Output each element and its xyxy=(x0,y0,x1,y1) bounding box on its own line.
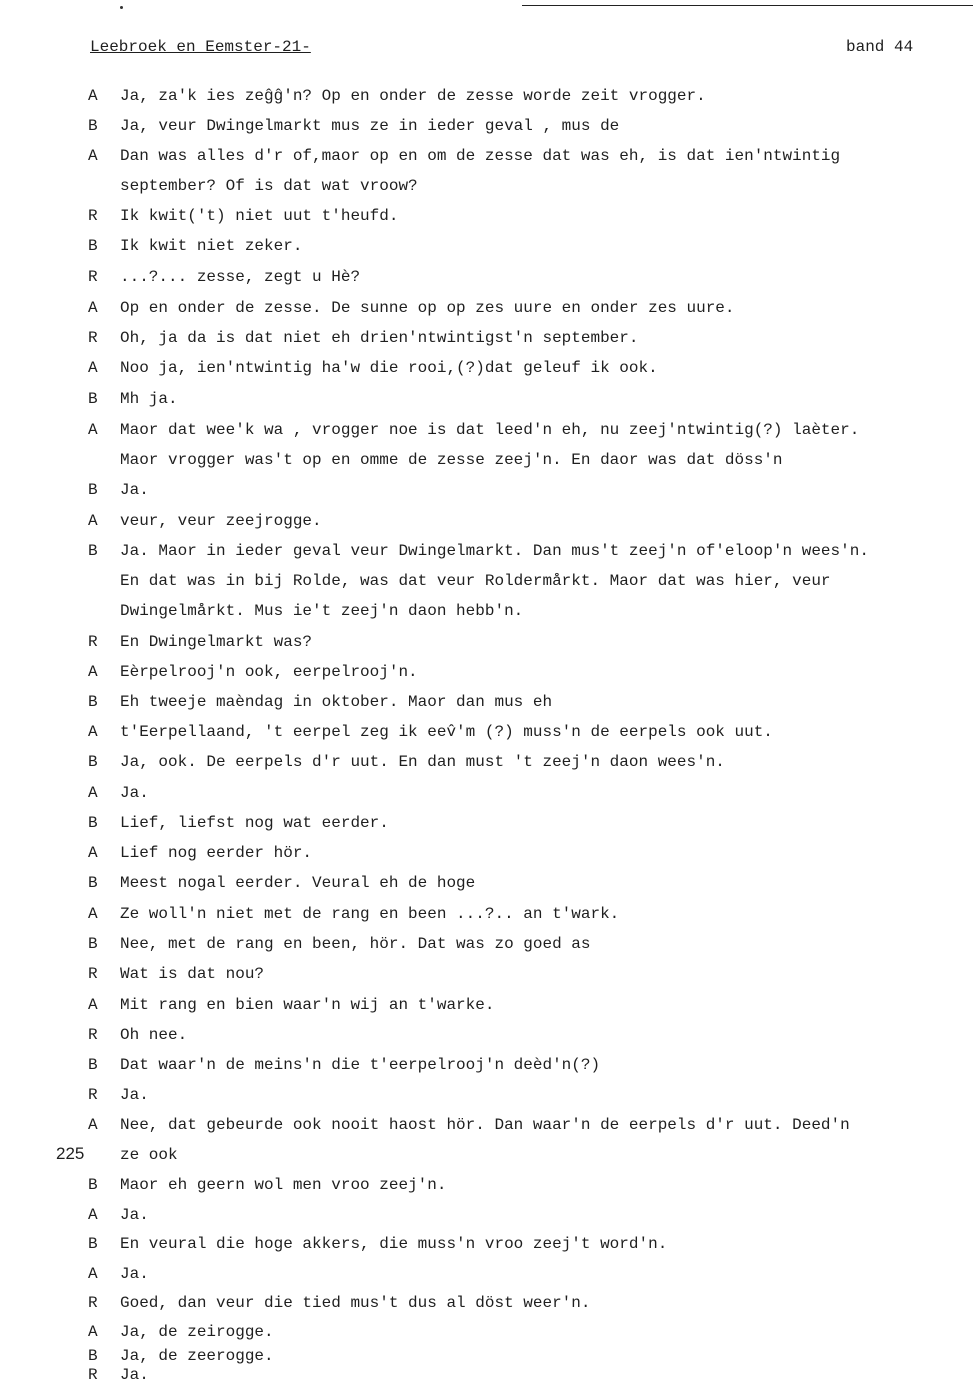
utterance-text: Meest nogal eerder. Veural eh de hoge xyxy=(120,874,476,892)
transcript-line xyxy=(0,783,973,803)
utterance-text: Noo ja, ien'ntwintig ha'w die rooi,(?)dat geleuf ik ook. xyxy=(120,359,658,377)
transcript-line xyxy=(0,813,973,833)
transcript-line xyxy=(0,934,973,954)
speaker-label: B xyxy=(88,117,98,135)
utterance-text: Ja. xyxy=(120,1366,149,1384)
utterance-text: Nee, met de rang en been, hör. Dat was zo goed as xyxy=(120,935,591,953)
utterance-text: Ja. xyxy=(120,481,149,499)
speaker-label: A xyxy=(88,299,98,317)
utterance-text: Ja, za'k ies zeĝĝ'n? Op en onder de zesse worde zeit vrogger. xyxy=(120,87,706,105)
speaker-label: B xyxy=(88,390,98,408)
page-header-title: Leebroek en Eemster-21- xyxy=(90,38,311,56)
utterance-text: Mh ja. xyxy=(120,390,178,408)
transcript-line xyxy=(0,1175,973,1195)
transcript-line xyxy=(0,1264,973,1284)
utterance-text: Oh, ja da is dat niet eh drien'ntwintigst'n september. xyxy=(120,329,639,347)
transcript-line xyxy=(0,1346,973,1366)
transcript-line xyxy=(0,1322,973,1342)
speaker-label: A xyxy=(88,663,98,681)
utterance-text: ...?... zesse, zegt u Hè? xyxy=(120,268,361,286)
transcript-line xyxy=(0,450,973,470)
transcript-line xyxy=(0,389,973,409)
transcript-line xyxy=(0,995,973,1015)
utterance-text: Lief, liefst nog wat eerder. xyxy=(120,814,389,832)
utterance-text: Wat is dat nou? xyxy=(120,965,265,983)
speaker-label: A xyxy=(88,996,98,1014)
utterance-text: veur, veur zeejrogge. xyxy=(120,512,322,530)
utterance-text: Oh nee. xyxy=(120,1026,188,1044)
transcript-line xyxy=(0,571,973,591)
speaker-label: R xyxy=(88,1366,98,1384)
utterance-text: t'Eerpellaand, 't eerpel zeg ik eev̂'m (?) muss'n de eerpels ook uut. xyxy=(120,723,773,741)
speaker-label: A xyxy=(88,844,98,862)
utterance-text: Ze woll'n niet met de rang en been ...?.. an t'wark. xyxy=(120,905,620,923)
utterance-text: Ja. xyxy=(120,1206,149,1224)
speaker-label: A xyxy=(88,1323,98,1341)
speaker-label: R xyxy=(88,1086,98,1104)
speaker-label: B xyxy=(88,237,98,255)
transcript-line xyxy=(0,420,973,440)
transcript-line xyxy=(0,358,973,378)
speaker-label: R xyxy=(88,268,98,286)
transcript-line xyxy=(0,1055,973,1075)
speaker-label: B xyxy=(88,814,98,832)
transcript-line xyxy=(0,480,973,500)
speaker-label: B xyxy=(88,693,98,711)
utterance-text: Ja, veur Dwingelmarkt mus ze in ieder geval , mus de xyxy=(120,117,620,135)
utterance-text: Nee, dat gebeurde ook nooit haost hör. Dan waar'n de eerpels d'r uut. Deed'n xyxy=(120,1116,850,1134)
transcript-line xyxy=(0,1365,973,1385)
utterance-text: Op en onder de zesse. De sunne op op zes uure en onder zes uure. xyxy=(120,299,735,317)
utterance-text: Goed, dan veur die tied mus't dus al döst weer'n. xyxy=(120,1294,591,1312)
speaker-label: A xyxy=(88,905,98,923)
transcript-line xyxy=(0,904,973,924)
top-rule xyxy=(522,5,973,6)
utterance-text: Ja. Maor in ieder geval veur Dwingelmarkt. Dan mus't zeej'n of'eloop'n wees'n. xyxy=(120,542,869,560)
transcript-line xyxy=(0,1205,973,1225)
utterance-text: En dat was in bij Rolde, was dat veur Roldermårkt. Maor dat was hier, veur xyxy=(120,572,831,590)
transcript-line xyxy=(0,843,973,863)
utterance-text: Mit rang en bien waar'n wij an t'warke. xyxy=(120,996,495,1014)
utterance-text: En Dwingelmarkt was? xyxy=(120,633,313,651)
transcript-line xyxy=(0,267,973,287)
speaker-label: R xyxy=(88,1026,98,1044)
speck xyxy=(120,6,123,9)
speaker-label: R xyxy=(88,207,98,225)
utterance-text: Eèrpelrooj'n ook, eerpelrooj'n. xyxy=(120,663,418,681)
utterance-text: Maor dat wee'k wa , vrogger noe is dat leed'n eh, nu zeej'ntwintig(?) laèter. xyxy=(120,421,860,439)
speaker-label: R xyxy=(88,329,98,347)
speaker-label: R xyxy=(88,965,98,983)
transcript-line xyxy=(0,1293,973,1313)
transcript-line xyxy=(0,1145,973,1165)
transcript-line xyxy=(0,1115,973,1135)
speaker-label: B xyxy=(88,1056,98,1074)
speaker-label: B xyxy=(88,1176,98,1194)
utterance-text: Ja, de zeirogge. xyxy=(120,1323,274,1341)
utterance-text: Ja. xyxy=(120,1265,149,1283)
transcript-line xyxy=(0,632,973,652)
speaker-label: R xyxy=(88,1294,98,1312)
transcript-line xyxy=(0,176,973,196)
utterance-text: Dat waar'n de meins'n die t'eerpelrooj'n deèd'n(?) xyxy=(120,1056,601,1074)
utterance-text: Dwingelmårkt. Mus ie't zeej'n daon hebb'n. xyxy=(120,602,524,620)
speaker-label: B xyxy=(88,542,98,560)
utterance-text: Ja. xyxy=(120,784,149,802)
utterance-text: Ja, de zeerogge. xyxy=(120,1347,274,1365)
utterance-text: september? Of is dat wat vroow? xyxy=(120,177,418,195)
speaker-label: B xyxy=(88,1347,98,1365)
speaker-label: R xyxy=(88,633,98,651)
speaker-label: A xyxy=(88,1265,98,1283)
transcript-line xyxy=(0,511,973,531)
utterance-text: Ja. xyxy=(120,1086,149,1104)
transcript-line xyxy=(0,206,973,226)
utterance-text: Maor eh geern wol men vroo zeej'n. xyxy=(120,1176,447,1194)
speaker-label: A xyxy=(88,87,98,105)
speaker-label: B xyxy=(88,1235,98,1253)
speaker-label: A xyxy=(88,784,98,802)
transcript-line xyxy=(0,662,973,682)
transcript-line xyxy=(0,236,973,256)
utterance-text: Ik kwit niet zeker. xyxy=(120,237,303,255)
transcript-line xyxy=(0,601,973,621)
speaker-label: A xyxy=(88,147,98,165)
speaker-label: A xyxy=(88,512,98,530)
speaker-label: A xyxy=(88,1116,98,1134)
transcript-line xyxy=(0,116,973,136)
transcript-line xyxy=(0,722,973,742)
transcript-line xyxy=(0,752,973,772)
utterance-text: Maor vrogger was't op en omme de zesse zeej'n. En daor was dat döss'n xyxy=(120,451,783,469)
utterance-text: Eh tweeje maèndag in oktober. Maor dan mus eh xyxy=(120,693,553,711)
speaker-label: A xyxy=(88,359,98,377)
transcript-line xyxy=(0,964,973,984)
transcript-line xyxy=(0,1085,973,1105)
margin-line-number: 225 xyxy=(56,1144,85,1163)
page-header-band: band 44 xyxy=(846,38,914,56)
transcript-line xyxy=(0,1025,973,1045)
transcript-line xyxy=(0,1234,973,1254)
speaker-label: A xyxy=(88,723,98,741)
utterance-text: Ik kwit('t) niet uut t'heufd. xyxy=(120,207,399,225)
speaker-label: B xyxy=(88,874,98,892)
speaker-label: B xyxy=(88,935,98,953)
speaker-label: A xyxy=(88,421,98,439)
utterance-text: ze ook xyxy=(120,1146,178,1164)
speaker-label: B xyxy=(88,753,98,771)
utterance-text: En veural die hoge akkers, die muss'n vroo zeej't word'n. xyxy=(120,1235,668,1253)
transcript-line xyxy=(0,328,973,348)
utterance-text: Lief nog eerder hör. xyxy=(120,844,313,862)
transcript-line xyxy=(0,86,973,106)
speaker-label: A xyxy=(88,1206,98,1224)
transcript-line xyxy=(0,146,973,166)
speaker-label: B xyxy=(88,481,98,499)
transcript-line xyxy=(0,873,973,893)
utterance-text: Dan was alles d'r of,maor op en om de zesse dat was eh, is dat ien'ntwintig xyxy=(120,147,841,165)
utterance-text: Ja, ook. De eerpels d'r uut. En dan must 't zeej'n daon wees'n. xyxy=(120,753,725,771)
transcript-line xyxy=(0,692,973,712)
transcript-line xyxy=(0,541,973,561)
transcript-line xyxy=(0,298,973,318)
